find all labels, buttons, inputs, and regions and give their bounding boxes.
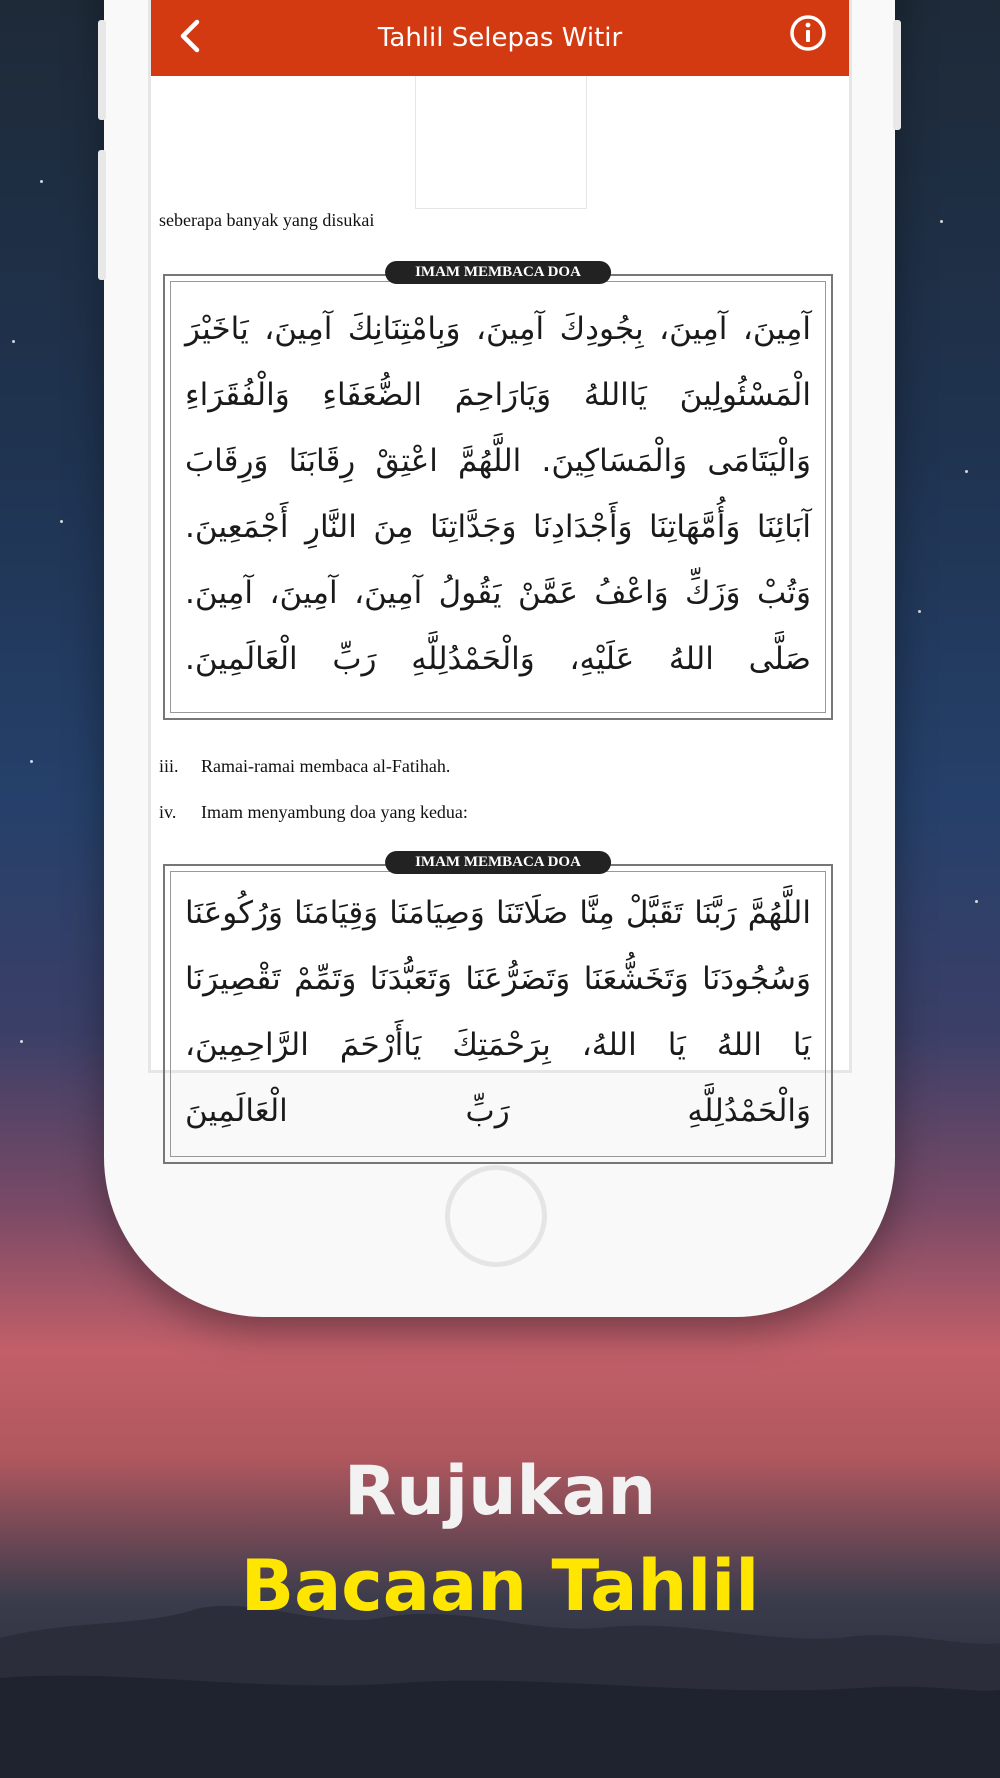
app-bar (151, 0, 849, 76)
phone-mockup (104, 0, 895, 1317)
intro-text: seberapa banyak yang disukai (159, 210, 375, 230)
item-iv-number: iv. (159, 802, 177, 822)
doa-label-1: IMAM MEMBACA DOA (385, 261, 611, 284)
arabic-doa-2: اللَّهُمَّ رَبَّنَا تَقَبَّلْ مِنَّا صَلَاتَنَا وَصِيَامَنَا وَقِيَامَنَا وَرُكُوعَنَا وَسُجُودَنَا وَتَخَشُّعَنَا وَتَضَرُّعَنَا وَتَعَبُّدَنَا وَتَمِّمْ تَقْصِيرَنَا يَا اللهُ يَا اللهُ، بِرَحْمَتِكَ يَاأَرْحَمَ الرَّاحِمِينَ، وَالْحَمْدُلِلَّهِ رَبِّ الْعَالَمِينَ (185, 895, 811, 1129)
volume-button (98, 150, 106, 280)
arabic-doa-1: آمِينَ، آمِينَ، بِجُودِكَ آمِينَ، وَبِامْتِنَانِكَ آمِينَ، يَاخَيْرَ الْمَسْئُولِينَ يَااللهُ وَيَارَاحِمَ الضُّعَفَاءِ وَالْفُقَرَاءِ وَالْيَتَامَى وَالْمَسَاكِينَ. اللَّهُمَّ اعْتِقْ رِقَابَنَا وَرِقَابَ آبَائِنَا وَأُمَّهَاتِنَا وَأَجْدَادِنَا وَجَدَّاتِنَا مِنَ النَّارِ أَجْمَعِينَ. وَتُبْ وَزَكِّ وَاعْفُ عَمَّنْ يَقُولُ آمِينَ، آمِينَ، آمِينَ. صَلَّى اللهُ عَلَيْهِ، وَالْحَمْدُلِلَّهِ رَبِّ الْعَالَمِينَ. (185, 311, 811, 677)
item-iii-number: iii. (159, 756, 179, 776)
page-title: Tahlil Selepas Witir (377, 23, 623, 53)
document-content (151, 76, 849, 1129)
image-placeholder (415, 76, 587, 209)
info-circle-icon[interactable] (785, 10, 831, 56)
phone-screen (148, 0, 852, 1129)
home-button[interactable] (445, 1165, 547, 1267)
caption-line-2: Bacaan Tahlil (240, 1545, 760, 1627)
power-button (893, 20, 901, 130)
doa-label-2: IMAM MEMBACA DOA (385, 851, 611, 874)
caption-line-1: Rujukan (343, 1452, 656, 1531)
volume-button (98, 20, 106, 120)
item-iii-text: Ramai-ramai membaca al-Fatihah. (201, 756, 451, 776)
doa-box-1 (163, 264, 833, 720)
doa-box-2 (163, 854, 833, 1164)
item-iv-text: Imam menyambung doa yang kedua: (201, 802, 468, 822)
chevron-left-icon[interactable] (171, 14, 211, 58)
